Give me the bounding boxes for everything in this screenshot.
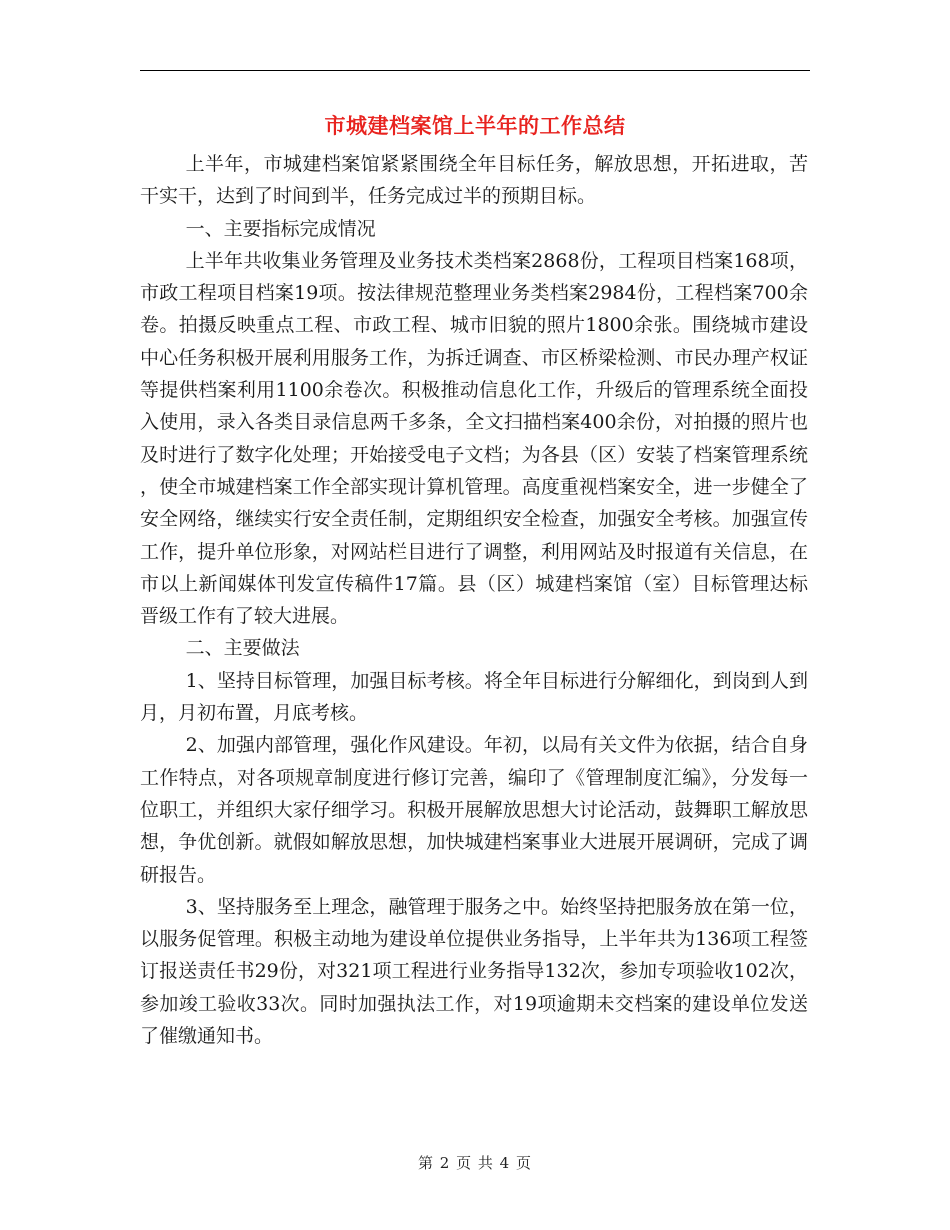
section-heading-main-practices: 二、主要做法 [185,637,300,660]
page-number: 第 2 页 共 4 页 [418,1154,532,1172]
document-body [140,148,808,1052]
document-title: 市城建档案馆上半年的工作总结 [324,113,626,138]
header-rule [140,70,810,71]
section-heading-main-indicators: 一、主要指标完成情况 [185,217,376,240]
practice-item-2: 2、加强内部管理，强化作风建设。年初，以局有关文件为依据，结合自身工作特点，对各项规章制度进行修订完善，编印了《管理制度汇编》，分发每一位职工，并组织大家仔细学习。积极开展解放思想大讨论活动，鼓舞职工解放思想，争优创新。就假如解放思想，加快城建档案事业大进展开展调研，完成了调研报告。 [140,734,808,886]
indicators-paragraph: 上半年共收集业务管理及业务技术类档案2868份，工程项目档案168项，市政工程项目档案19项。按法律规范整理业务类档案2984份，工程档案700余卷。拍摄反映重点工程、市政工程、城市旧貌的照片1800余张。围绕城市建设中心任务积极开展利用服务工作，为拆迁调查、市区桥梁检测、市民办理产权证等提供档案利用1100余卷次。积极推动信息化工作，升级后的管理系统全面投入使用，录入各类目录信息两千多条，全文扫描档案400余份，对拍摄的照片也及时进行了数字化处理；开始接受电子文档；为各县（区）安装了档案管理系统，使全市城建档案工作全部实现计算机管理。高度重视档案安全，进一步健全了安全网络，继续实行安全责任制，定期组织安全检查，加强安全考核。加强宣传工作，提升单位形象，对网站栏目进行了调整，利用网站及时报道有关信息，在市以上新闻媒体刊发宣传稿件17篇。县（区）城建档案馆（室）目标管理达标晋级工作有了较大进展。 [140,249,808,628]
intro-paragraph: 上半年，市城建档案馆紧紧围绕全年目标任务，解放思想，开拓进取，苦干实干，达到了时间到半，任务完成过半的预期目标。 [140,153,808,208]
practice-item-3: 3、坚持服务至上理念，融管理于服务之中。始终坚持把服务放在第一位，以服务促管理。积极主动地为建设单位提供业务指导，上半年共为136项工程签订报送责任书29份，对321项工程进行业务指导132次，参加专项验收102次，参加竣工验收33次。同时加强执法工作，对19项逾期未交档案的建设单位发送了催缴通知书。 [140,895,808,1048]
practice-item-1: 1、坚持目标管理，加强目标考核。将全年目标进行分解细化，到岗到人到月，月初布置，月底考核。 [140,669,808,725]
